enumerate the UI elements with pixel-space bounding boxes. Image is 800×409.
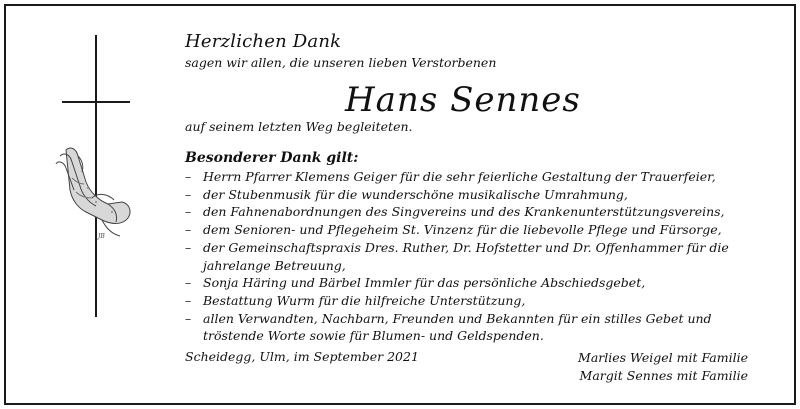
header [185,30,755,72]
cross-horizontal-bar [62,101,130,103]
list-item: – allen Verwandten, Nachbarn, Freunden und Bekannten für ein stilles Gebet und tröstende Worte sowie für Blumen- und Geldspenden. [185,310,712,344]
list-item: – Herrn Pfarrer Klemens Geiger für die sehr feierliche Gestaltung der Trauerfeier, [185,169,716,184]
signatures [578,349,748,385]
deceased-name: Hans Sennes [345,80,581,120]
signature-line: Marlies Weigel mit Familie [578,350,748,365]
special-thanks-heading: Besonderer Dank gilt: [185,150,359,166]
place-date: Scheidegg, Ulm, im September 2021 [185,349,419,364]
signature-line: Margit Sennes mit Familie [579,368,748,383]
list-item: – dem Senioren- und Pflegeheim St. Vinzenz für die liebevolle Pflege und Fürsorge, [185,222,722,238]
thanks-subtitle: sagen wir allen, die unseren lieben Verstorbenen [185,55,497,70]
praying-hands-icon [52,142,136,242]
list-item: – Bestattung Wurm für die hilfreiche Unterstützung, [185,292,526,308]
last-way-text: auf seinem letzten Weg begleiteten. [185,119,413,134]
thanks-list [185,168,750,345]
list-item: – der Stubenmusik für die wunderschöne musikalische Umrahmung, [185,186,628,202]
thanks-title: Herzlichen Dank [185,31,342,52]
list-item: – Sonja Häring und Bärbel Immler für das persönliche Abschiedsgebet, [185,275,646,291]
list-item: – der Gemeinschaftspraxis Dres. Ruther, Dr. Hofstetter und Dr. Offenhammer für die jahrelange Betreuung, [185,239,729,273]
list-item: – den Fahnenabordnungen des Singvereins und des Krankenunterstützungsvereins, [185,204,725,220]
artist-mark: JB [98,233,105,240]
